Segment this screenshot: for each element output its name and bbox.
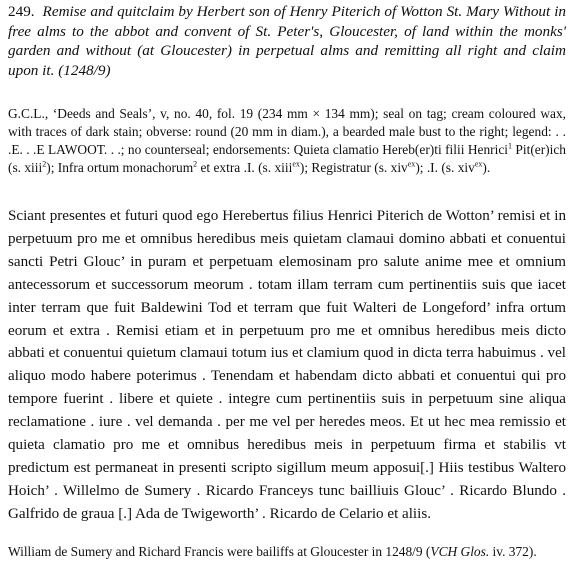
charter-title: Remise and quitclaim by Herbert son of Henry Piterich of Wotton St. Mary Without in free alms to the abbot and convent of St. Peter's, Gloucester, of land within the monks' garden and without (at Gloucester) in perpetual alms and remitting all right and claim upon it. (1248/9): [8, 3, 567, 79]
note-reference: VCH Glos.: [430, 544, 490, 559]
description-text: G.C.L., ‘Deeds and Seals’, v, no. 40, fol. 19 (234 mm × 134 mm); seal on tag; cream coloured wax, with traces of dark stain; obverse: round (20 mm in diam.), a bearded male bust to the right; legend: . . .E. . .E LAWOOT. . .; no counterseal; endorsements: Quieta clamatio Hereb(er)ti filii Henrici: [8, 106, 566, 157]
description-text: Pit(er)ich (s. xiii: [8, 142, 566, 175]
footnote-marker: 2: [42, 159, 47, 169]
charter-number: 249.: [8, 3, 35, 20]
footnote-marker: 2: [193, 159, 198, 169]
latin-transcription: Sciant presentes et futuri quod ego Herebertus filius Henrici Piterich de Wotton’ remisi et in perpetuum pro me et omnibus heredibus meis quietam clamaui domino abbati et conuentui sancti Petri Glouc’ in puram et perpetuam elemosinam pro salute anime mee et omnium antecessorum et successorum meorum . totam illam terram cum pertinentiis suis que iacet inter terram que fuit Baldewini Tod et terram que fuit Walteri de Longeford’ infra ortum eorum et extra . Remisi etiam et in perpetuum pro me et omnibus heredibus meis dicto abbati et conuentui quietum clamaui totum ius et clamium quod in dicta terra habuimus . vel aliquo modo habere poterimus . Tenendam et habendam dicto abbati et conuentui qui pro tempore fuerint . libere et quiete . integre cum pertinentiis suis in perpetuum sine aliqua reclamatione . iure . vel demanda . per me vel per heredes meos. Et ut hec mea remissio et quieta clamatio pro me et omnibus heredibus meis in perpetuum firma et stabilis vt predictum est permaneat in presenti scripto sigillum meum apposui[.] Hiis testibus Waltero Hoich’ . Willelmo de Sumery . Ricardo Franceys tunc bailliuis Glouc’ . Ricardo Blundo . Galfrido de graua [.] Ada de Twigeworth’ . Ricardo de Celario et aliis.: [8, 208, 566, 522]
date-superscript: ex: [407, 159, 416, 169]
description-text: ); Infra ortum monachorum: [46, 160, 194, 175]
footnote-marker: 1: [508, 141, 513, 151]
description-text: ); Registratur (s. xiv: [299, 160, 408, 175]
note-text-tail: iv. 372).: [489, 544, 537, 559]
note-text: William de Sumery and Richard Francis were bailiffs at Gloucester in 1248/9 (: [8, 544, 431, 559]
description-text: ).: [482, 160, 491, 175]
charter-description: [8, 105, 566, 177]
date-superscript: ex: [292, 159, 300, 169]
description-text: ); .I. (s. xiv: [415, 160, 475, 175]
charter-heading: [8, 2, 566, 80]
date-superscript: ex: [474, 159, 483, 169]
description-text: et extra .I. (s. xiii: [197, 160, 293, 175]
editorial-note: [8, 542, 566, 561]
